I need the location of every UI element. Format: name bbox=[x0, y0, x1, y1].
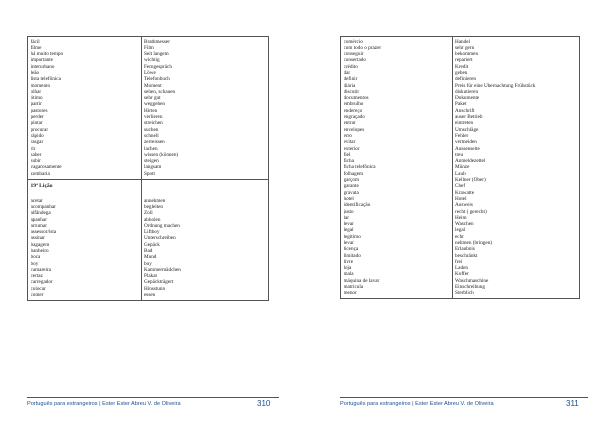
vocabulary-entry: Sterblich bbox=[455, 290, 474, 297]
vocabulary-entry: annehmen bbox=[144, 197, 166, 204]
vocabulary-entry: licença bbox=[343, 246, 359, 253]
vocabulary-entry: Koffer bbox=[455, 271, 469, 278]
german-column bbox=[141, 179, 269, 300]
vocabulary-entry: Heim bbox=[455, 214, 467, 221]
vocabulary-entry: Gepäckträgert bbox=[144, 279, 174, 286]
vocabulary-entry: Zoll bbox=[144, 210, 153, 217]
vocabulary-entry: leão bbox=[30, 69, 40, 76]
vocabulary-entry: Telefonbuch bbox=[144, 76, 170, 83]
vocabulary-entry: Unterschreiben bbox=[144, 235, 176, 242]
vocabulary-entry: geben bbox=[455, 69, 468, 76]
vocabulary-entry: consertado bbox=[343, 57, 366, 64]
vocabulary-table-left bbox=[27, 36, 269, 301]
vocabulary-entry: definieren bbox=[455, 76, 477, 83]
vocabulary-entry: envelopes bbox=[343, 126, 365, 133]
vocabulary-entry: máquina de lavar bbox=[343, 277, 380, 284]
vocabulary-entry: bekommen bbox=[455, 51, 479, 58]
vocabulary-entry: evitar bbox=[343, 139, 356, 146]
portuguese-column bbox=[341, 37, 453, 299]
vocabulary-entry: Bad bbox=[144, 248, 153, 254]
vocabulary-entry: Hirten bbox=[144, 107, 158, 114]
vocabulary-entry: definir bbox=[343, 76, 358, 83]
vocabulary-entry: Handel bbox=[455, 38, 470, 45]
vocabulary-entry: Erlaubnis bbox=[455, 246, 475, 253]
vocabulary-entry: bagagem bbox=[30, 241, 50, 248]
vocabulary-entry: steigen bbox=[144, 158, 159, 165]
vocabulary-entry: engraçado bbox=[343, 114, 365, 121]
vocabulary-entry: treu bbox=[455, 151, 464, 158]
vocabulary-entry: Moment bbox=[144, 82, 162, 89]
vocabulary-entry: Münze bbox=[455, 164, 470, 171]
vocabulary-entry: Mund bbox=[144, 254, 157, 261]
vocabulary-entry: recht ( gerecht) bbox=[455, 208, 487, 215]
page-number: 310 bbox=[257, 399, 271, 408]
vocabulary-entry: legítimo bbox=[343, 233, 361, 240]
footer-book-title: Português para estrangeiros | Ester Ester Abreu V. de Oliveira bbox=[27, 401, 181, 407]
vocabulary-entry: assinar bbox=[30, 235, 45, 242]
vocabulary-entry: Liftboy bbox=[144, 229, 160, 236]
vocabulary-entry: garçom bbox=[343, 177, 360, 184]
vocabulary-entry: ótimo bbox=[30, 95, 43, 102]
vocabulary-entry: justo bbox=[343, 208, 354, 215]
vocabulary-entry: langsam bbox=[144, 164, 162, 171]
vocabulary-entry: subir bbox=[30, 158, 41, 165]
vocabulary-entry: diskutieren bbox=[455, 88, 479, 95]
vocabulary-entry: Plakat bbox=[144, 273, 157, 280]
vocabulary-entry: beschränkt bbox=[455, 252, 478, 259]
vocabulary-entry: apanhar bbox=[30, 216, 47, 223]
vocabulary-entry: loja bbox=[343, 265, 352, 272]
german-column bbox=[452, 37, 580, 299]
vocabulary-entry: suchen bbox=[144, 126, 159, 133]
vocabulary-entry: embrulho bbox=[343, 101, 364, 108]
vocabulary-entry: livre bbox=[343, 258, 354, 265]
vocabulary-entry: rir bbox=[30, 145, 36, 152]
vocabulary-entry: streichen bbox=[144, 120, 163, 127]
lesson-title: 19ª Lição bbox=[30, 183, 53, 190]
vocabulary-entry: ficha telefônica bbox=[343, 164, 376, 171]
vocabulary-entry: sehen, schauen bbox=[144, 88, 176, 95]
vocabulary-entry: hotel bbox=[343, 195, 354, 202]
vocabulary-entry: exterior bbox=[343, 145, 360, 152]
vocabulary-entry: fácil bbox=[30, 38, 40, 45]
vocabulary-entry: vagarosamente bbox=[30, 164, 62, 171]
vocabulary-entry: diária bbox=[343, 82, 356, 89]
vocabulary-entry: assessor/ista bbox=[30, 229, 57, 236]
vocabulary-entry: comer bbox=[30, 292, 44, 299]
vocabulary-entry: Aussenseite bbox=[455, 145, 480, 152]
vocabulary-entry: echt bbox=[455, 233, 464, 240]
vocabulary-entry: lar bbox=[343, 214, 349, 221]
vocabulary-entry: gravata bbox=[343, 189, 359, 196]
german-column bbox=[141, 37, 269, 180]
vocabulary-entry: olhar bbox=[30, 88, 42, 95]
vocabulary-block bbox=[341, 37, 580, 299]
vocabulary-entry: boy bbox=[144, 260, 152, 267]
vocabulary-entry: Chef bbox=[455, 183, 466, 190]
vocabulary-entry: Kammermädchen bbox=[144, 266, 181, 273]
vocabulary-block-1 bbox=[28, 37, 269, 180]
vocabulary-entry: garante bbox=[343, 183, 359, 190]
vocabulary-table-right bbox=[340, 36, 580, 299]
vocabulary-entry: nehmen (bringen) bbox=[455, 240, 493, 246]
vocabulary-entry: Einschreibung bbox=[455, 284, 485, 291]
vocabulary-entry: alfândega bbox=[30, 210, 51, 217]
vocabulary-entry: zerreissen bbox=[144, 139, 165, 146]
vocabulary-entry: documentos bbox=[343, 95, 369, 102]
vocabulary-entry: identificação bbox=[343, 202, 371, 209]
vocabulary-entry: momento bbox=[30, 82, 51, 89]
vocabulary-entry: interurbano bbox=[30, 63, 55, 70]
vocabulary-entry: auser Betrieb bbox=[455, 114, 483, 121]
vocabulary-entry: Paket bbox=[455, 101, 467, 108]
vocabulary-entry: Spott bbox=[144, 170, 155, 177]
vocabulary-entry: acompanhar bbox=[30, 203, 56, 210]
vocabulary-entry: Seit langem bbox=[144, 51, 169, 58]
vocabulary-entry: acetar bbox=[30, 197, 43, 204]
vocabulary-entry: Krawatte bbox=[455, 189, 475, 196]
footer-rule bbox=[27, 397, 279, 398]
vocabulary-entry: Dokumente bbox=[455, 95, 480, 102]
vocabulary-entry: Preis für eine Übernachtung Frühstück bbox=[455, 82, 536, 89]
vocabulary-entry: schnell bbox=[144, 132, 159, 139]
vocabulary-entry: comércio bbox=[343, 38, 363, 45]
page-number: 311 bbox=[566, 399, 579, 408]
vocabulary-entry: há muito tempo bbox=[30, 51, 64, 58]
vocabulary-entry: essen bbox=[144, 292, 156, 299]
vocabulary-entry: eintreten bbox=[455, 120, 474, 127]
vocabulary-entry: folhagem bbox=[343, 170, 364, 177]
vocabulary-entry: wichtig bbox=[144, 57, 160, 64]
vocabulary-entry: pastores bbox=[30, 107, 48, 114]
vocabulary-entry: Hinsstunn bbox=[144, 285, 166, 292]
vocabulary-entry: matrícula bbox=[343, 284, 364, 291]
vocabulary-entry: Anmeldezettel bbox=[455, 158, 486, 165]
vocabulary-entry: begleiten bbox=[144, 203, 164, 210]
vocabulary-entry: rasgar bbox=[30, 139, 44, 146]
vocabulary-entry: crédito bbox=[343, 63, 358, 70]
vocabulary-entry: Löwe bbox=[144, 69, 156, 76]
vocabulary-entry: banheiro bbox=[30, 248, 49, 254]
vocabulary-entry: importante bbox=[30, 57, 53, 64]
vocabulary-entry: Laden bbox=[455, 265, 468, 272]
vocabulary-entry: colocar bbox=[30, 285, 46, 292]
portuguese-column bbox=[28, 37, 142, 180]
vocabulary-entry: Anschrift bbox=[455, 107, 475, 114]
vocabulary-entry: ficha bbox=[343, 158, 354, 165]
vocabulary-entry: Gepäck bbox=[144, 241, 160, 248]
vocabulary-entry: boy bbox=[30, 260, 39, 267]
vocabulary-entry: Ausweis bbox=[455, 202, 473, 209]
vocabulary-entry: carregador bbox=[30, 279, 53, 286]
vocabulary-entry: partir bbox=[30, 101, 42, 108]
vocabulary-entry: boca bbox=[30, 254, 41, 261]
vocabulary-block-2 bbox=[28, 179, 269, 300]
vocabulary-entry: Waschmaschine bbox=[455, 277, 489, 284]
vocabulary-entry: camareira bbox=[30, 266, 51, 273]
vocabulary-entry: Umschläge bbox=[455, 126, 479, 133]
vocabulary-entry: procurar bbox=[30, 126, 49, 133]
vocabulary-entry: zombaria bbox=[30, 170, 50, 177]
footer-rule bbox=[340, 397, 588, 398]
vocabulary-entry: levar bbox=[343, 240, 354, 246]
vocabulary-entry: legal bbox=[455, 227, 466, 234]
vocabulary-entry: pintar bbox=[30, 120, 43, 127]
vocabulary-entry: lachen bbox=[144, 145, 158, 152]
footer-book-title: Português para estrangeiros | Ester Ester Abreu V. de Oliveira bbox=[340, 401, 494, 407]
vocabulary-entry: endereço bbox=[343, 107, 363, 114]
vocabulary-entry: vermeiden bbox=[455, 139, 477, 146]
vocabulary-entry: verlieren bbox=[144, 114, 163, 121]
vocabulary-entry: sehr gern bbox=[455, 44, 475, 51]
vocabulary-entry: Brathmesser bbox=[144, 38, 170, 45]
vocabulary-entry: arrumar bbox=[30, 222, 47, 229]
vocabulary-entry: sehr gut bbox=[144, 95, 161, 102]
vocabulary-entry: erro bbox=[343, 132, 352, 139]
vocabulary-entry: conseguir bbox=[343, 51, 364, 58]
vocabulary-entry: weggehen bbox=[144, 101, 166, 108]
vocabulary-entry: filme bbox=[30, 44, 42, 51]
vocabulary-entry: lista telefônica bbox=[30, 76, 61, 83]
vocabulary-entry: dar bbox=[343, 69, 351, 76]
vocabulary-entry: menor bbox=[343, 290, 357, 297]
vocabulary-entry: limitado bbox=[343, 252, 361, 259]
vocabulary-entry: mala bbox=[343, 271, 354, 278]
vocabulary-entry: abholen bbox=[144, 216, 161, 223]
vocabulary-entry: saber bbox=[30, 151, 42, 158]
vocabulary-entry: Ordnung machen bbox=[144, 222, 180, 229]
vocabulary-entry: com todo o prazer bbox=[343, 44, 382, 51]
vocabulary-entry: levar bbox=[343, 221, 354, 228]
vocabulary-entry: rápido bbox=[30, 132, 44, 139]
vocabulary-entry: Laub bbox=[455, 170, 466, 177]
vocabulary-entry: certaz bbox=[30, 273, 43, 280]
vocabulary-entry: repariert bbox=[455, 57, 473, 64]
vocabulary-entry: discutir bbox=[343, 88, 360, 95]
vocabulary-entry: Fehler bbox=[455, 132, 469, 139]
vocabulary-entry: frei bbox=[455, 258, 463, 265]
portuguese-column bbox=[28, 179, 142, 300]
vocabulary-entry: Kellner (Ober) bbox=[455, 177, 486, 184]
vocabulary-entry: perder bbox=[30, 114, 44, 121]
vocabulary-entry: Kredit bbox=[455, 63, 469, 70]
vocabulary-entry: fiel bbox=[343, 151, 351, 158]
vocabulary-entry: wissen (können) bbox=[144, 151, 179, 158]
page-311 bbox=[300, 0, 600, 424]
vocabulary-entry: Waschen bbox=[455, 221, 474, 228]
vocabulary-entry: Ferngespräch bbox=[144, 63, 172, 70]
vocabulary-entry: Hotel bbox=[455, 195, 467, 202]
vocabulary-entry: entrar bbox=[343, 120, 356, 127]
vocabulary-entry: Film bbox=[144, 44, 154, 51]
vocabulary-entry: legal bbox=[343, 227, 354, 234]
